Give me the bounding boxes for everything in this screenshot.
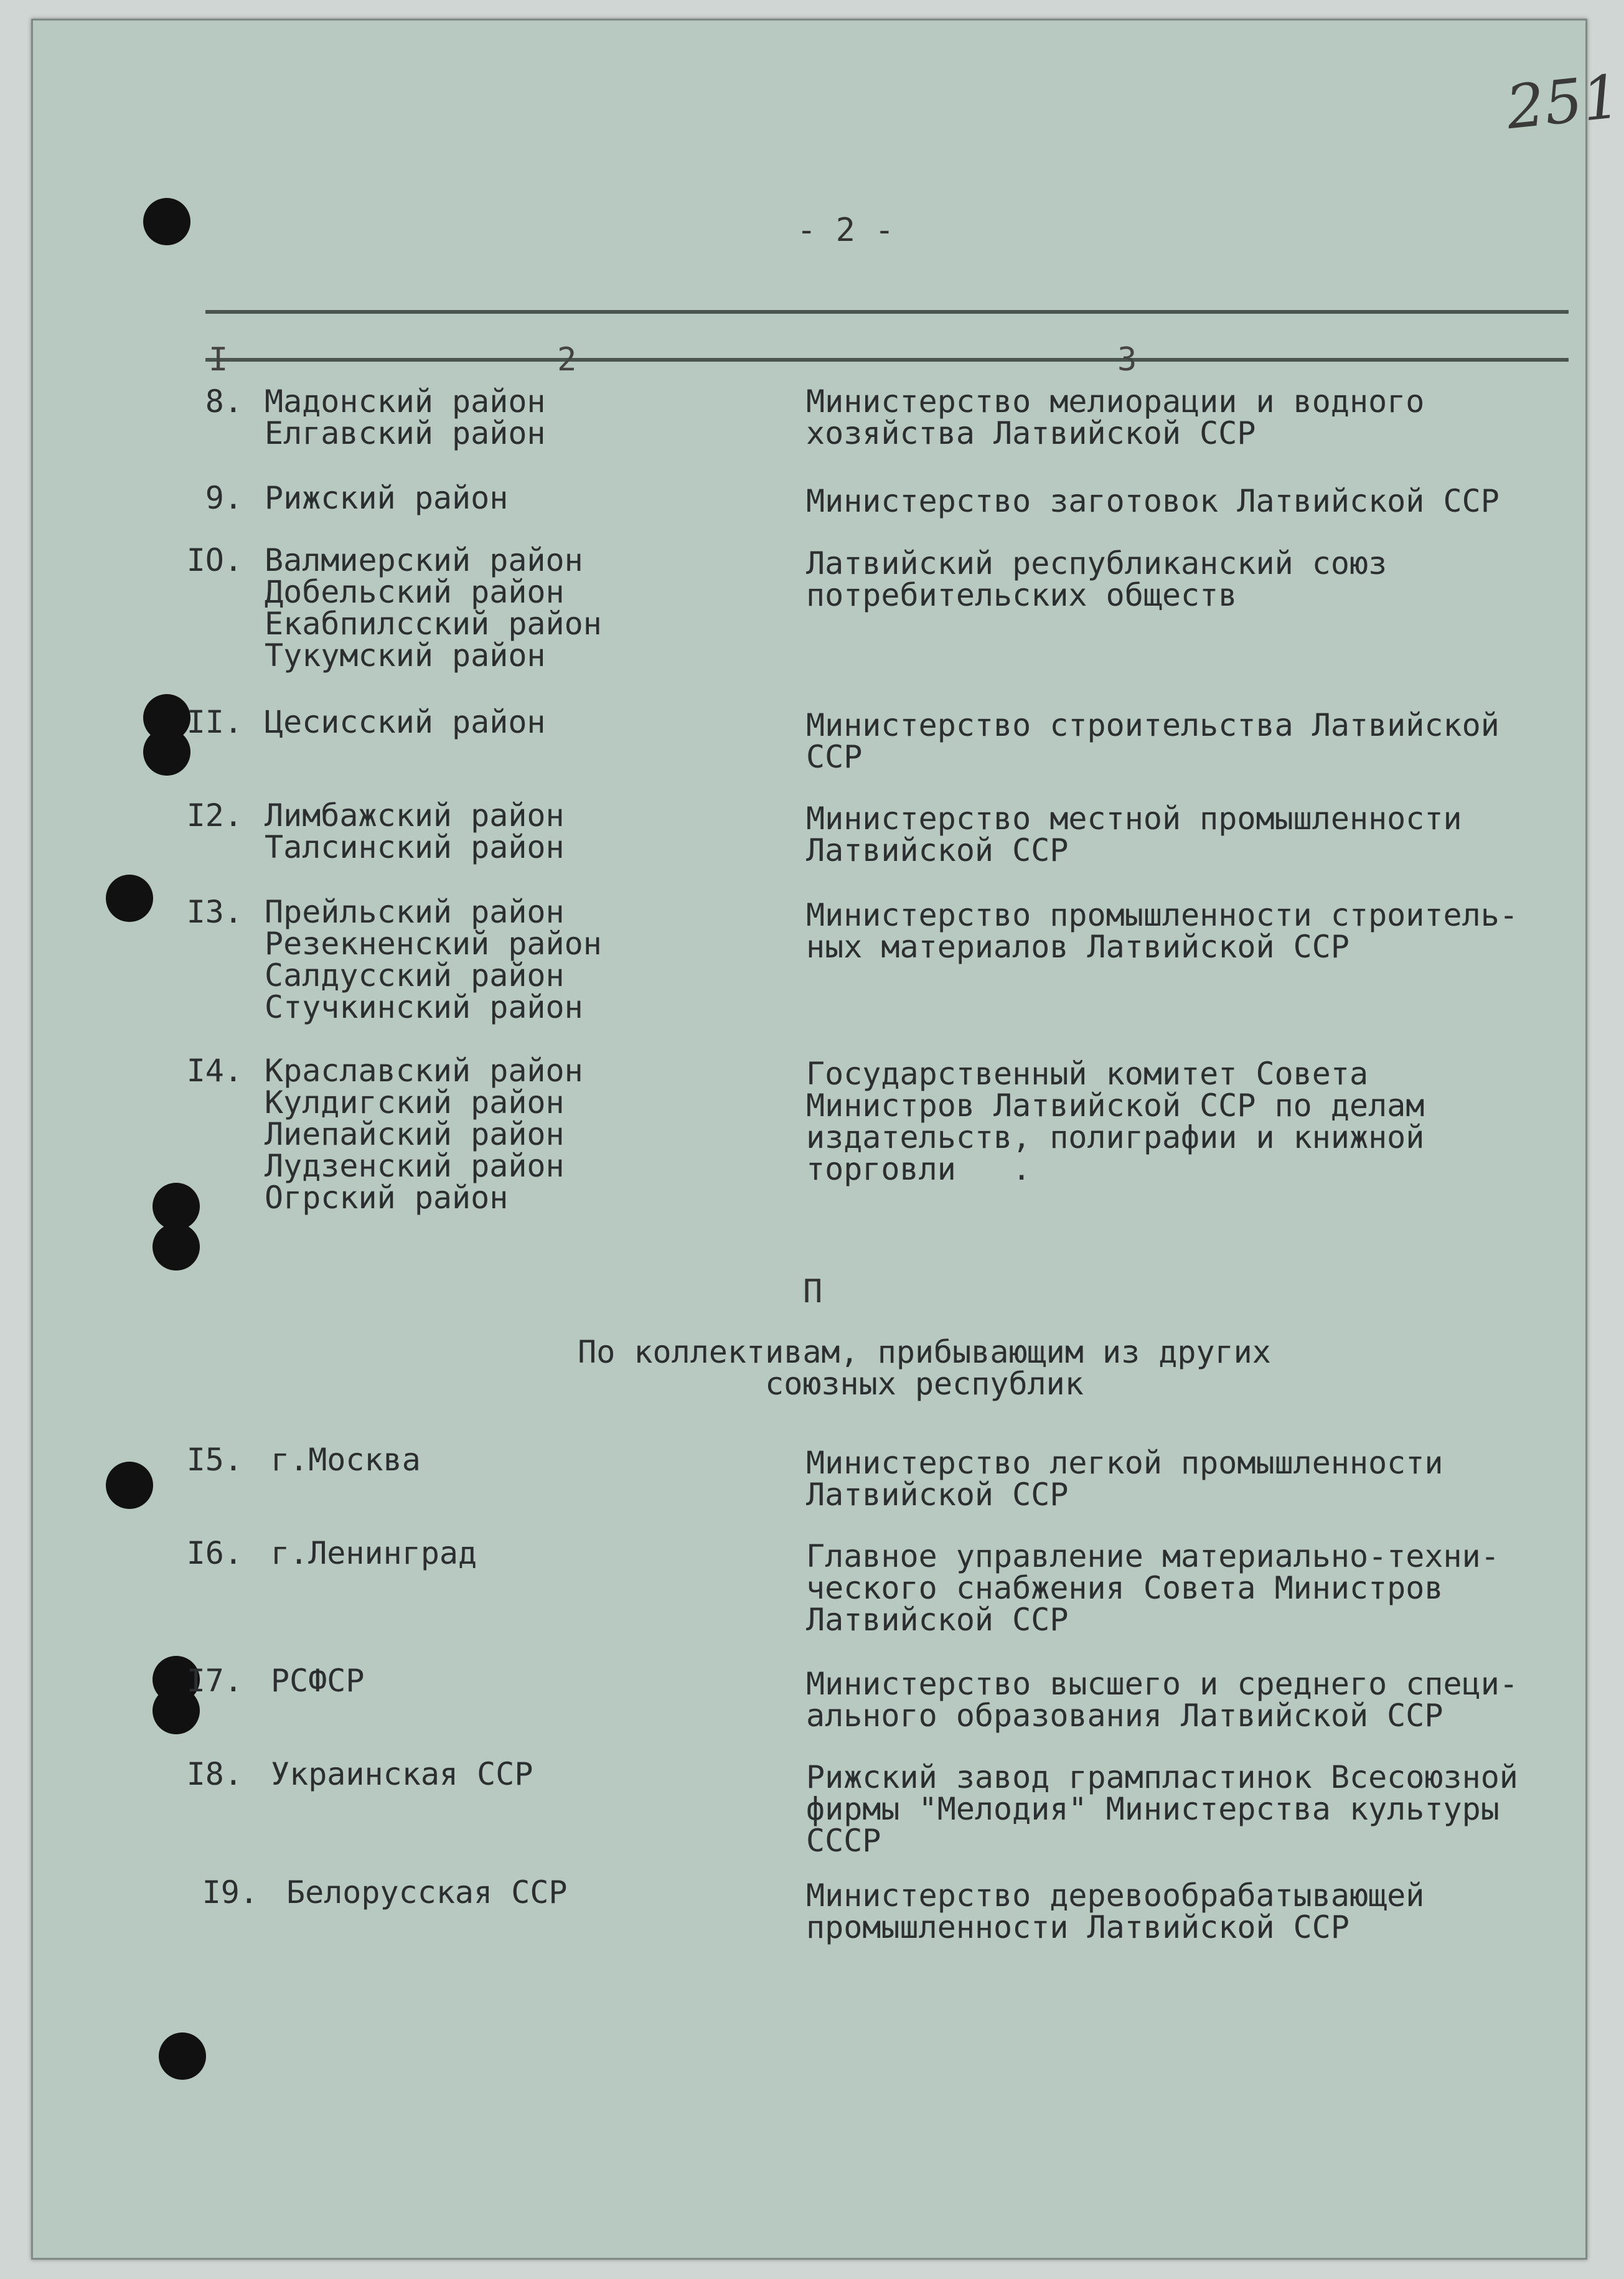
row-regions: г.Ленинград <box>271 1535 477 1571</box>
row-regions: РСФСР <box>271 1663 365 1699</box>
row-regions: Валмиерский район Добельский район Екабпилсский район Тукумский район <box>265 542 602 674</box>
row-ministry: Министерство заготовок Латвийской ССР <box>806 483 1500 519</box>
row-ministry: Министерство легкой промышленности Латвийской ССР <box>806 1445 1443 1513</box>
row-ministry: Министерство местной промышленности Латвийской ССР <box>806 801 1462 868</box>
row-regions: Рижский район <box>265 480 509 516</box>
row-ministry: Рижский завод грампластинок Всесоюзной фирмы "Мелодия" Министерства культуры СССР <box>806 1759 1518 1859</box>
section-title: По коллективам, прибывающим из других союзных республик <box>578 1334 1271 1402</box>
page-number: - 2 - <box>797 212 894 249</box>
row-regions: Мадонский район Елгавский район <box>265 383 546 451</box>
row-ministry: Министерство промышленности строитель- ных материалов Латвийской ССР <box>806 897 1518 965</box>
document-page <box>31 19 1624 2260</box>
row-number: I7. <box>186 1663 243 1699</box>
table-top-rule <box>205 310 1569 314</box>
row-number: I3. <box>186 894 243 930</box>
row-number: II. <box>186 704 243 740</box>
row-number: I6. <box>186 1535 243 1571</box>
row-number: I5. <box>186 1442 243 1478</box>
row-regions: Прейльский район Резекненский район Салдусский район Стучкинский район <box>265 894 602 1025</box>
row-number: I8. <box>186 1756 243 1792</box>
row-regions: Белорусская ССР <box>286 1874 568 1910</box>
row-regions: Лимбажский район Талсинский район <box>265 797 565 865</box>
punch-hole <box>143 198 190 245</box>
section-roman-numeral: П <box>803 1273 823 1310</box>
punch-hole <box>159 2032 206 2080</box>
row-number: 8. <box>205 383 243 420</box>
row-ministry: Государственный комитет Совета Министров Латвийской ССР по делам издательств, полиграфии и книжной торговли . <box>806 1056 1425 1187</box>
row-number: I2. <box>186 797 243 834</box>
row-regions: Украинская ССР <box>271 1756 533 1792</box>
row-regions: г.Москва <box>271 1442 421 1478</box>
row-regions: Краславский район Кулдигский район Лиепайский район Лудзенский район Огрский район <box>265 1053 583 1216</box>
row-ministry: Латвийский республиканский союз потребительских обществ <box>806 545 1387 613</box>
row-ministry: Министерство мелиорации и водного хозяйства Латвийской ССР <box>806 383 1425 451</box>
row-ministry: Министерство строительства Латвийской ССР <box>806 707 1500 775</box>
row-number: I9. <box>202 1874 258 1910</box>
punch-hole <box>106 875 153 922</box>
punch-hole <box>106 1462 153 1509</box>
row-number: 9. <box>205 480 243 516</box>
table-header-rule <box>205 358 1569 362</box>
folio-number: 251 <box>1503 61 1624 143</box>
row-number: IO. <box>186 542 243 578</box>
row-number: I4. <box>186 1053 243 1089</box>
row-regions: Цесисский район <box>265 704 546 740</box>
punch-hole <box>153 1223 200 1271</box>
row-ministry: Министерство деревообрабатывающей промышленности Латвийской ССР <box>806 1877 1425 1945</box>
row-ministry: Министерство высшего и среднего специ- ального образования Латвийской ССР <box>806 1666 1518 1734</box>
row-ministry: Главное управление материально-техни- ческого снабжения Совета Министров Латвийской ССР <box>806 1538 1500 1638</box>
